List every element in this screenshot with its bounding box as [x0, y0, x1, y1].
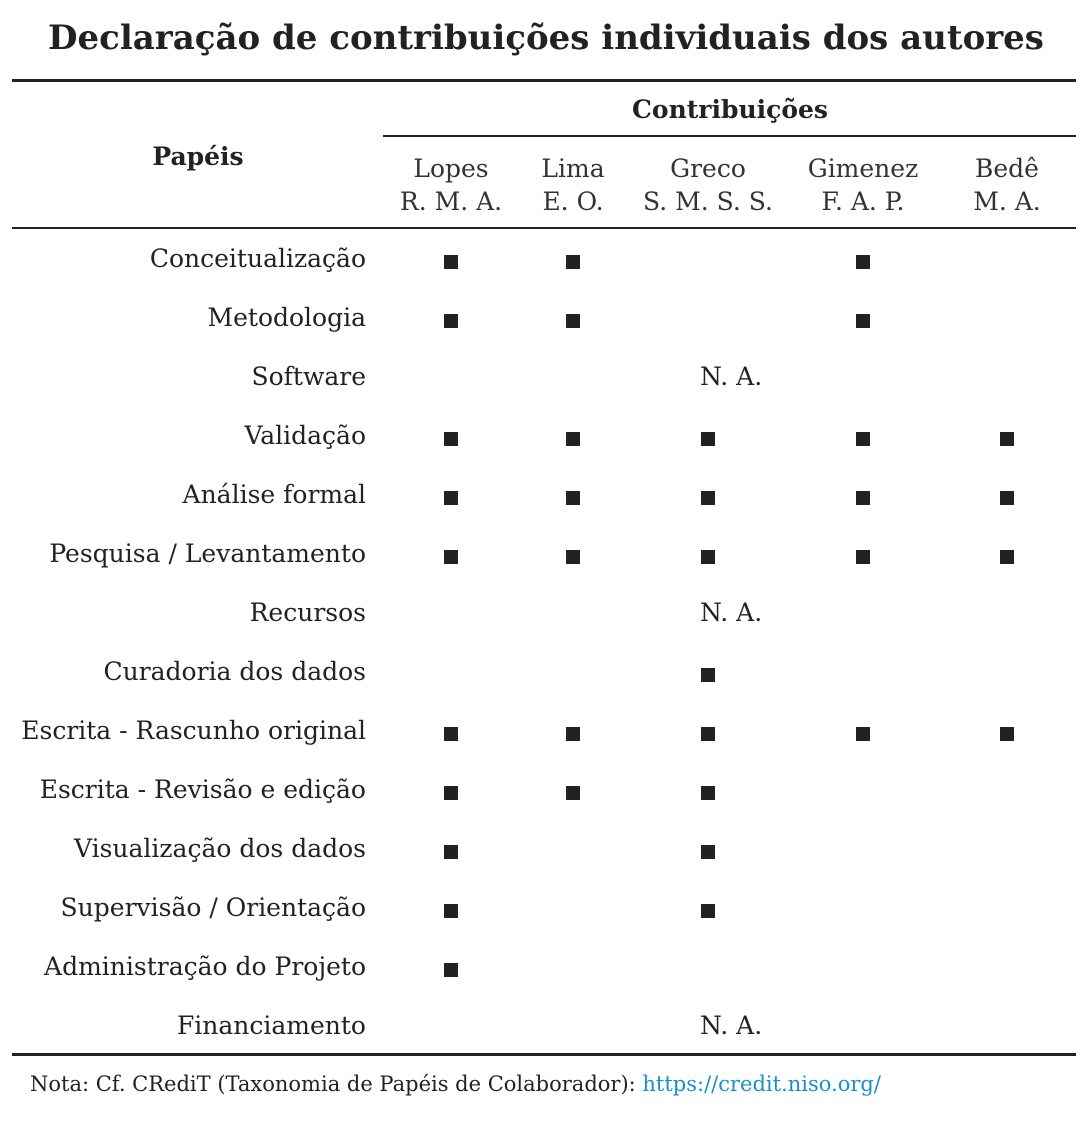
author-initials: R. M. A.	[399, 187, 503, 216]
contribution-mark	[444, 314, 458, 328]
contribution-mark	[701, 727, 715, 741]
contribution-mark	[701, 845, 715, 859]
role-label: Visualização dos dados	[73, 834, 366, 863]
contribution-mark	[444, 727, 458, 741]
contribution-mark	[566, 432, 580, 446]
author-surname: Gimenez	[807, 154, 919, 183]
contribution-mark	[701, 786, 715, 800]
author-surname: Bedê	[975, 154, 1039, 183]
role-label: Software	[251, 362, 366, 391]
contribution-mark	[444, 845, 458, 859]
role-label: Escrita - Revisão e edição	[39, 775, 366, 804]
not-applicable-label: N. A.	[700, 598, 763, 627]
contribution-mark	[566, 314, 580, 328]
contribution-mark	[701, 668, 715, 682]
contribution-mark	[444, 550, 458, 564]
contribution-mark	[1000, 727, 1014, 741]
contribution-mark	[856, 314, 870, 328]
author-surname: Greco	[670, 154, 746, 183]
contribution-mark	[701, 904, 715, 918]
footnote	[30, 1072, 881, 1096]
contribution-mark	[444, 963, 458, 977]
contribution-mark	[444, 255, 458, 269]
contribution-mark	[566, 491, 580, 505]
author-surname: Lima	[541, 154, 605, 183]
role-label: Supervisão / Orientação	[60, 893, 366, 922]
role-label: Conceitualização	[149, 244, 366, 273]
contribution-mark	[1000, 491, 1014, 505]
contribution-mark	[1000, 550, 1014, 564]
contribution-mark	[856, 727, 870, 741]
contribution-mark	[701, 491, 715, 505]
author-column-header	[927, 152, 1087, 218]
author-initials: F. A. P.	[821, 187, 905, 216]
contribution-mark	[701, 550, 715, 564]
role-label: Recursos	[249, 598, 366, 627]
author-initials: E. O.	[542, 187, 604, 216]
contribution-mark	[701, 432, 715, 446]
contribution-mark	[856, 432, 870, 446]
contribution-mark	[566, 550, 580, 564]
role-label: Validação	[244, 421, 366, 450]
contribution-mark	[444, 491, 458, 505]
contribution-mark	[444, 904, 458, 918]
contribution-mark	[444, 786, 458, 800]
footnote-text: Nota: Cf. CRediT (Taxonomia de Papéis de Colaborador):	[30, 1072, 643, 1096]
contribution-mark	[1000, 432, 1014, 446]
role-label: Metodologia	[207, 303, 366, 332]
role-label: Análise formal	[182, 480, 366, 509]
role-label: Pesquisa / Levantamento	[49, 539, 366, 568]
role-label: Curadoria dos dados	[103, 657, 366, 686]
not-applicable-label: N. A.	[700, 362, 763, 391]
author-surname: Lopes	[413, 154, 489, 183]
contributions-header: Contribuições	[632, 95, 828, 124]
not-applicable-label: N. A.	[700, 1011, 763, 1040]
contribution-mark	[566, 255, 580, 269]
contribution-mark	[566, 727, 580, 741]
contribution-mark	[856, 255, 870, 269]
contribution-mark	[856, 491, 870, 505]
contribution-mark	[856, 550, 870, 564]
top-rule	[12, 79, 1076, 82]
roles-header: Papéis	[152, 142, 244, 171]
role-label: Financiamento	[176, 1011, 366, 1040]
contribution-mark	[444, 432, 458, 446]
contribution-mark	[566, 786, 580, 800]
contributions-rule	[383, 135, 1076, 137]
header-bottom-rule	[12, 227, 1076, 229]
role-label: Escrita - Rascunho original	[21, 716, 366, 745]
author-column-header	[783, 152, 943, 218]
author-initials: M. A.	[973, 187, 1041, 216]
bottom-rule	[12, 1053, 1076, 1056]
role-label: Administração do Projeto	[44, 952, 366, 981]
author-initials: S. M. S. S.	[643, 187, 773, 216]
credit-link[interactable]: https://credit.niso.org/	[642, 1072, 881, 1096]
author-column-header	[628, 152, 788, 218]
table-title: Declaração de contribuições individuais dos autores	[48, 18, 1044, 58]
